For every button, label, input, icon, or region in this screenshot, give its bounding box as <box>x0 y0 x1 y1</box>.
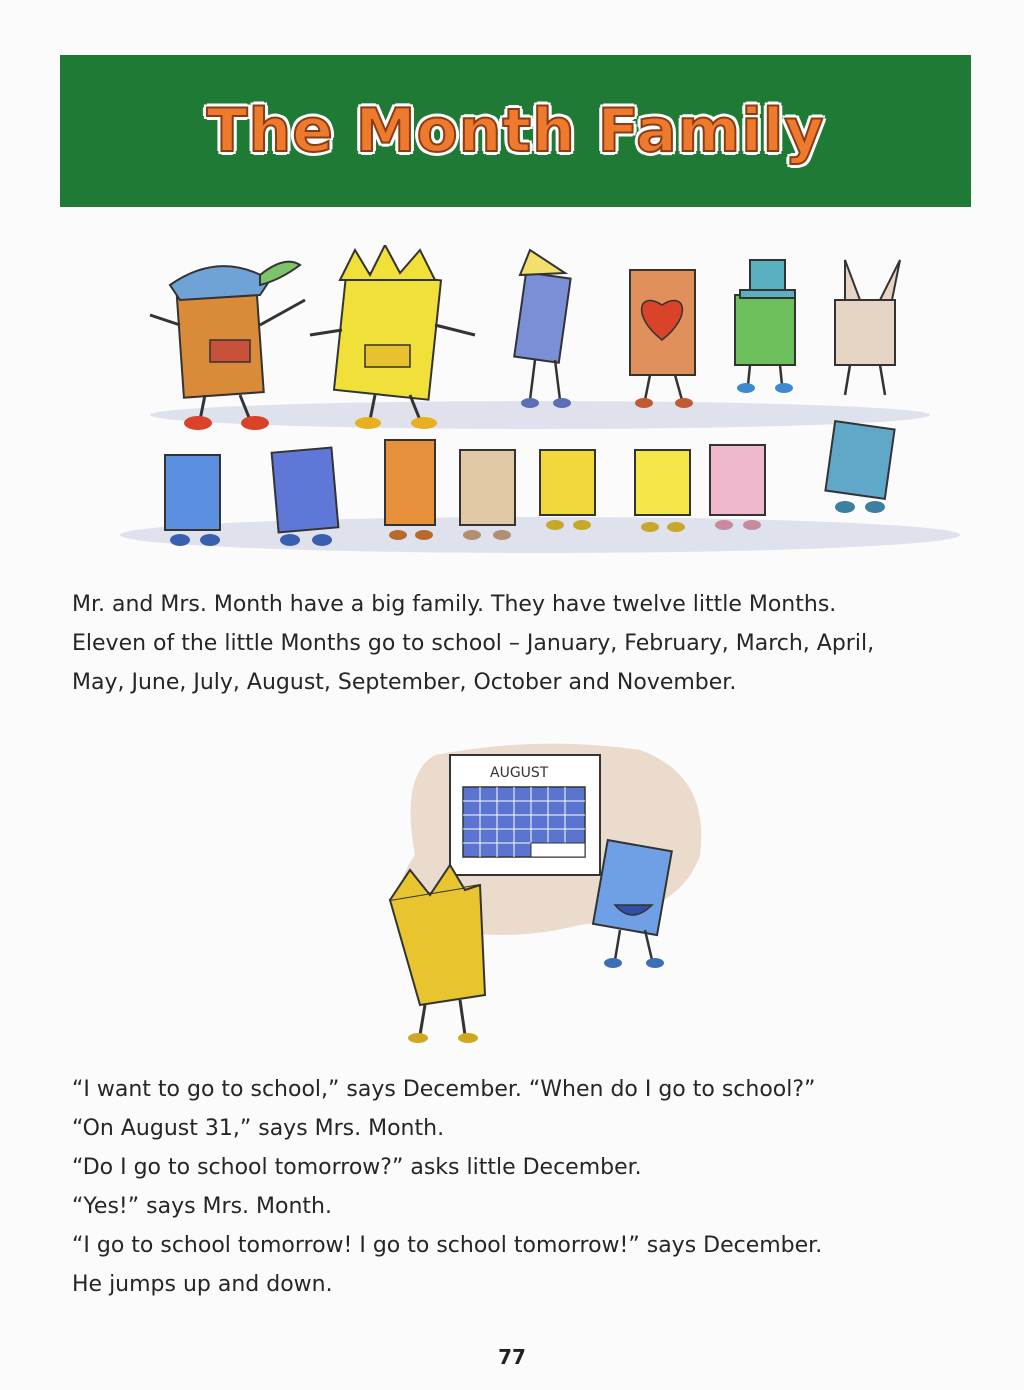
story-line: “On August 31,” says Mrs. Month. <box>72 1116 445 1141</box>
character-blue-party-hat <box>514 250 571 408</box>
character-yellow-back <box>390 865 485 1043</box>
character-heart <box>630 270 695 408</box>
story-line: “I go to school tomorrow! I go to school tomorrow!” says December. <box>72 1233 823 1258</box>
intro-line: May, June, July, August, September, October and November. <box>72 670 737 695</box>
story-paragraph <box>72 1070 972 1304</box>
intro-paragraph <box>72 585 972 702</box>
character-front-teal <box>825 421 894 513</box>
character-bunny <box>835 260 900 395</box>
shadow-front-row <box>120 517 960 553</box>
story-line: “I want to go to school,” says December. “When do I go to school?” <box>72 1077 816 1102</box>
title-banner <box>60 55 971 207</box>
character-front-orange <box>385 440 435 540</box>
page-number: 77 <box>498 1345 526 1369</box>
character-december <box>593 840 672 968</box>
december-calendar-illustration <box>340 735 720 1055</box>
page-title: The Month Family <box>206 96 825 166</box>
calendar <box>450 755 600 875</box>
story-line: “Yes!” says Mrs. Month. <box>72 1194 332 1219</box>
intro-line: Eleven of the little Months go to school – January, February, March, April, <box>72 631 875 656</box>
calendar-month-label: AUGUST <box>490 765 549 781</box>
story-line: He jumps up and down. <box>72 1272 333 1297</box>
character-clover-top-hat <box>735 260 795 393</box>
month-family-illustration <box>110 245 960 565</box>
story-line: “Do I go to school tomorrow?” asks little December. <box>72 1155 642 1180</box>
character-front-pink <box>710 445 765 530</box>
intro-line: Mr. and Mrs. Month have a big family. They have twelve little Months. <box>72 592 837 617</box>
